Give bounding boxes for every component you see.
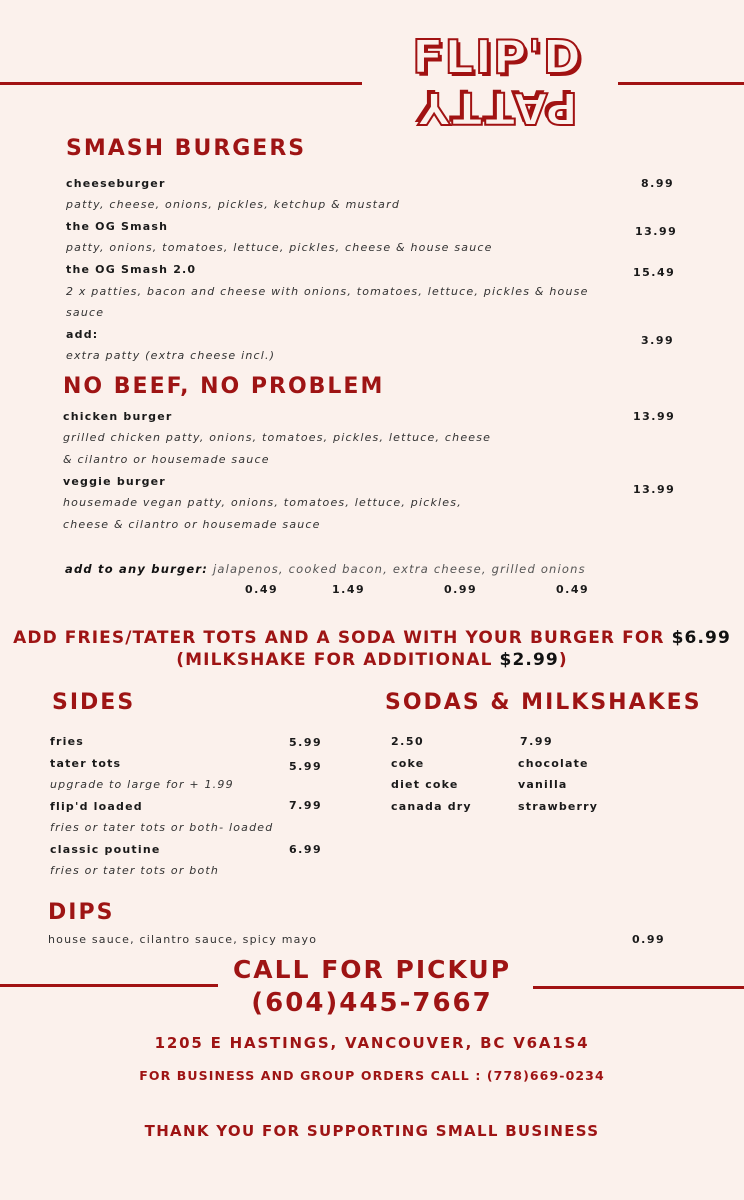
addon-price-cheese: 0.99 [444,583,478,596]
shake-vanilla: vanilla [518,778,568,791]
item-desc-og-smash: patty, onions, tomatoes, lettuce, pickles, cheese & house sauce [66,241,493,254]
addon-price-jalapenos: 0.49 [245,583,279,596]
pickup-phone[interactable]: (604)445-7667 [251,988,493,1018]
side-name-tater-tots: tater tots [50,757,122,770]
address: 1205 E HASTINGS, VANCOUVER, BC V6A1S4 [154,1034,590,1052]
addon-price-onions: 0.49 [556,583,590,596]
side-desc-classic-poutine: fries or tater tots or both [50,864,220,877]
shake-chocolate: chocolate [518,757,589,770]
item-desc-cheeseburger: patty, cheese, onions, pickles, ketchup & mustard [66,198,401,211]
logo-line2: PATTY [416,82,578,133]
soda-coke: coke [391,757,425,770]
addons-label: add to any burger: [65,562,209,576]
footer-rule-left [0,984,218,987]
soda-canada-dry: canada dry [391,800,472,813]
side-name-flipd-loaded: flip'd loaded [50,800,143,813]
item-desc-og-smash-2-line1: 2 x patties, bacon and cheese with onions, tomatoes, lettuce, pickles & house [66,285,589,298]
soda-price: 2.50 [391,735,425,748]
business-orders: FOR BUSINESS AND GROUP ORDERS CALL : (778)669-0234 [139,1068,605,1083]
dips-price: 0.99 [632,933,666,946]
item-price-veggie-burger: 13.99 [633,483,676,496]
combo-line1-text: ADD FRIES/TATER TOTS AND A SODA WITH YOUR BURGER FOR [13,628,672,648]
shake-strawberry: strawberry [518,800,599,813]
item-name-cheeseburger: cheeseburger [66,177,166,190]
dips-desc: house sauce, cilantro sauce, spicy mayo [48,933,318,946]
combo-line2-price: $2.99 [499,650,559,670]
side-price-fries: 5.99 [289,736,323,749]
thank-you: THANK YOU FOR SUPPORTING SMALL BUSINESS [144,1122,600,1140]
logo-line1: FLIP'D [412,30,582,84]
section-title-sides: SIDES [52,690,136,715]
addons-items: jalapenos, cooked bacon, extra cheese, grilled onions [212,562,586,576]
item-price-og-smash-2: 15.49 [633,266,676,279]
item-desc-veggie-burger-line2: cheese & cilantro or housemade sauce [63,518,321,531]
item-name-veggie-burger: veggie burger [63,475,166,488]
section-title-no-beef: NO BEEF, NO PROBLEM [63,374,385,399]
addon-price-bacon: 1.49 [332,583,366,596]
item-price-cheeseburger: 8.99 [641,177,675,190]
item-desc-add: extra patty (extra cheese incl.) [66,349,276,362]
side-price-classic-poutine: 6.99 [289,843,323,856]
item-name-add: add: [66,328,99,341]
section-title-smash-burgers: SMASH BURGERS [66,136,307,161]
combo-line2 [0,650,744,670]
combo-line1-price: $6.99 [671,628,731,648]
addons-line [65,562,586,576]
item-desc-veggie-burger-line1: housemade vegan patty, onions, tomatoes, lettuce, pickles, [63,496,462,509]
item-desc-chicken-burger-line2: & cilantro or housemade sauce [63,453,270,466]
side-desc-flipd-loaded: fries or tater tots or both- loaded [50,821,274,834]
item-desc-og-smash-2-line2: sauce [66,306,105,319]
item-desc-chicken-burger-line1: grilled chicken patty, onions, tomatoes, pickles, lettuce, cheese [63,431,492,444]
combo-line2-end: ) [558,650,568,670]
item-price-og-smash: 13.99 [635,225,678,238]
combo-line1 [0,628,744,648]
combo-line2-text: (MILKSHAKE FOR ADDITIONAL [176,650,500,670]
logo [392,30,602,133]
soda-diet-coke: diet coke [391,778,459,791]
section-title-sodas: SODAS & MILKSHAKES [385,690,702,715]
section-title-dips: DIPS [48,900,115,925]
top-rule-right [618,82,744,85]
item-name-chicken-burger: chicken burger [63,410,173,423]
call-for-pickup: CALL FOR PICKUP [232,955,512,984]
side-name-fries: fries [50,735,84,748]
item-price-add: 3.99 [641,334,675,347]
item-name-og-smash: the OG Smash [66,220,169,233]
side-price-flipd-loaded: 7.99 [289,799,323,812]
side-desc-tater-tots: upgrade to large for + 1.99 [50,778,234,791]
item-price-chicken-burger: 13.99 [633,410,676,423]
item-name-og-smash-2: the OG Smash 2.0 [66,263,197,276]
side-name-classic-poutine: classic poutine [50,843,161,856]
shake-price: 7.99 [520,735,554,748]
side-price-tater-tots: 5.99 [289,760,323,773]
top-rule-left [0,82,362,85]
